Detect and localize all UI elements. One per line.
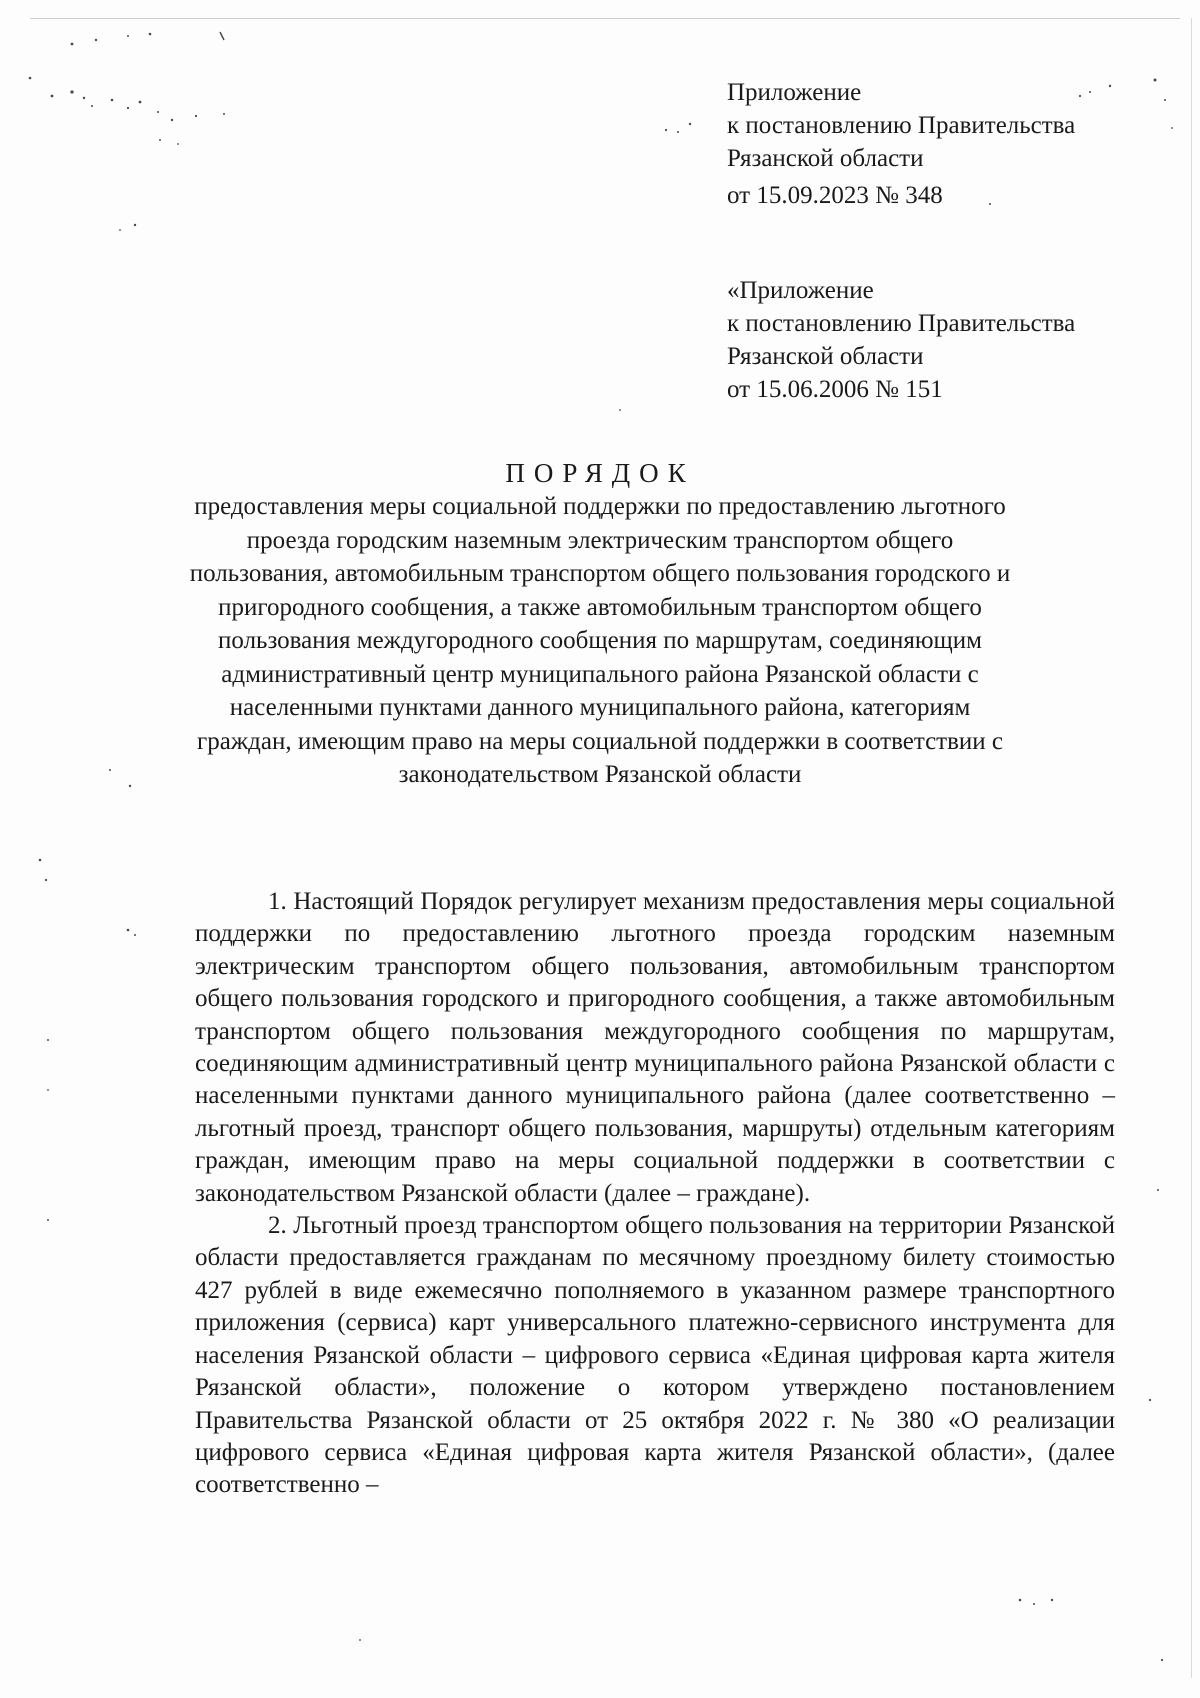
document-title: ПОРЯДОК (505, 458, 695, 488)
attachment-line: «Приложение (727, 277, 874, 304)
scan-edge-top (30, 18, 1180, 19)
paragraph-1: 1. Настоящий Порядок регулирует механизм предоставления меры социальной поддержки по предоставлению льготного проезда городским наземным электрическим транспортом общего пользования, автомобильным транспортом общего пользования городского и пригородного сообщения, а также автомобильным транспортом общего пользования междугородного сообщения по маршрутам, соединяющим административный центр муниципального района Рязанской области с населенными пунктами данного муниципального района (далее соответственно – льготный проезд, транспорт общего пользования, маршруты) отдельным категориям граждан, имеющим право на меры социальной поддержки в соответствии с законодательством Рязанской области (далее – граждане). (195, 888, 1115, 1207)
attachment-date-number: от 15.06.2006 № 151 (727, 376, 943, 403)
attachment-header-current (727, 76, 1075, 212)
attachment-line: Приложение (727, 79, 862, 106)
document-body (195, 886, 1115, 1502)
document-subtitle: предоставления меры социальной поддержки по предоставлению льготного проезда городским наземным электрическим транспортом общего пользования, автомобильным транспортом общего пользования городского и пригородного сообщения, а также автомобильным транспортом общего пользования междугородного сообщения по маршрутам, соединяющим административный центр муниципального района Рязанской области с населенными пунктами данного муниципального района, категориям граждан, имеющим право на меры социальной поддержки в соответствии с законодательством Рязанской области (189, 493, 1011, 788)
attachment-line: к постановлению Правительства (727, 112, 1076, 139)
attachment-line: Рязанской области (727, 145, 924, 172)
attachment-line: Рязанской области (727, 343, 924, 370)
paragraph-2: 2. Льготный проезд транспортом общего пользования на территории Рязанской области предоставляется гражданам по месячному проездному билету стоимостью 427 рублей в виде ежемесячно пополняемого в указанном размере транспортного приложения (сервиса) карт универсального платежно-сервисного инструмента для населения Рязанской области – цифрового сервиса «Единая цифровая карта жителя Рязанской области», положение о котором утверждено постановлением Правительства Рязанской области от 25 октября 2022 г. № 380 «О реализации цифрового сервиса «Единая цифровая карта жителя Рязанской области», (далее соответственно – (195, 1212, 1115, 1499)
attachment-date-number: от 15.09.2023 № 348 (727, 182, 943, 209)
attachment-line: к постановлению Правительства (727, 310, 1076, 337)
attachment-header-original (727, 274, 1075, 406)
scan-edge-right (1191, 18, 1192, 1678)
